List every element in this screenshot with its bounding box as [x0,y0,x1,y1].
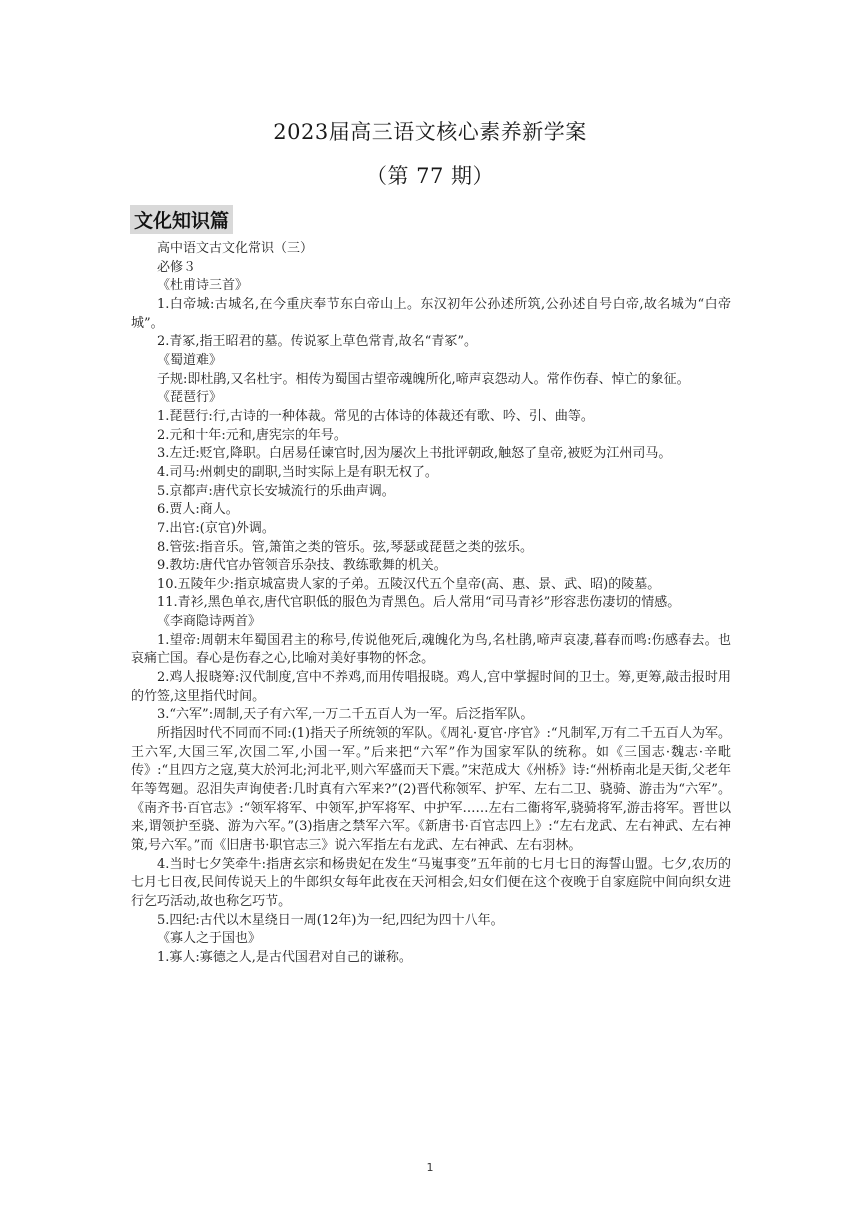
paragraph: 2.青冢,指王昭君的墓。传说冢上草色常青,故名“青冢”。 [157,334,477,350]
poem-heading: 《李商隐诗两首》 [157,614,262,630]
poem-heading: 《寡人之于国也》 [157,931,262,947]
paragraph: 11.青衫,黑色单衣,唐代官职低的服色为青黑色。后人常用“司马青衫”形容悲伤凄切的情感。 [157,595,681,611]
paragraph: 3.左迁:贬官,降职。白居易任谏官时,因为屡次上书批评朝政,触怒了皇帝,被贬为江州司马。 [157,446,672,462]
paragraph: 7.出官:(京官)外调。 [157,520,275,536]
poem-heading: 《蜀道难》 [157,352,223,368]
paragraph: 5.四纪:古代以木星绕日一周(12年)为一纪,四纪为四十八年。 [157,912,504,928]
paragraph: 3.“六军”:周制,天子有六军,一万二千五百人为一军。后泛指军队。 [157,707,534,723]
poem-heading: 《杜甫诗三首》 [157,278,249,294]
paragraph: 所指因时代不同而不同:(1)指天子所统领的军队。《周礼·夏官·序官》:“凡制军,万有二千五百人为军。王六军,大国三军,次国二军,小国一军。”后来把“六军”作为国家军队的统称。如《三国志·魏志·辛毗传》:“且四方之寇,莫大於河北;河北平,则六军盛而天下震。”宋范成大《州桥》诗:“州桥南北是天街,父老年年等驾廻。忍泪失声询使者:几时真有六军来?”(2)晋代称领军、护军、左右二卫、骁骑、游击为“六军”。《南齐书·百官志》:“领军将军、中领军,护军将军、中护军……左右二衞将军,骁骑将军,游击将军。晋世以来,谓领护至骁、游为六军。”(3)指唐之禁军六军。《新唐书·百官志四上》:“左右龙武、左右神武、左右神策,号六军。”而《旧唐书·职官志三》说六军指左右龙武、左右神武、左右羽林。 [131,726,731,853]
document-title: 2023届高三语文核心素养新学案 [273,120,587,144]
subheading: 高中语文古文化常识（三） [157,241,314,256]
paragraph: 10.五陵年少:指京城富贵人家的子弟。五陵汉代五个皇帝(高、惠、景、武、昭)的陵墓。 [157,576,661,592]
body-text [131,240,731,968]
paragraph: 2.鸡人报晓筹:汉代制度,宫中不养鸡,而用传唱报晓。鸡人,宫中掌握时间的卫士。筹,更筹,敲击报时用的竹签,这里指代时间。 [131,670,731,704]
text-line: 必修３ [157,259,197,275]
issue-number: （第 77 期） [365,164,495,188]
paragraph: 4.司马:州刺史的副职,当时实际上是有职无权了。 [157,464,438,480]
paragraph: 8.管弦:指音乐。管,箫笛之类的管乐。弦,琴瑟或琵琶之类的弦乐。 [157,539,534,555]
paragraph: 5.京都声:唐代京长安城流行的乐曲声调。 [157,483,395,499]
paragraph: 1.寡人:寡德之人,是古代国君对自己的谦称。 [157,949,412,965]
paragraph: 1.琵琶行:行,古诗的一种体裁。常见的古体诗的体裁还有歌、吟、引、曲等。 [157,408,594,424]
page-number: 1 [426,1161,434,1174]
poem-heading: 《琵琶行》 [157,390,223,406]
paragraph: 1.望帝:周朝末年蜀国君主的称号,传说他死后,魂魄化为鸟,名杜鹃,啼声哀凄,暮春而鸣:伤感春去。也哀痛亡国。春心是伤春之心,比喻对美好事物的怀念。 [131,632,731,667]
paragraph: 6.贾人:商人。 [157,502,239,518]
paragraph: 1.白帝城:古城名,在今重庆奉节东白帝山上。东汉初年公孙述所筑,公孙述自号白帝,故名城为“白帝城”。 [131,296,731,331]
paragraph: 2.元和十年:元和,唐宪宗的年号。 [157,427,347,443]
section-heading: 文化知识篇 [130,205,233,234]
paragraph: 9.教坊:唐代官办管领音乐杂技、教练歌舞的机关。 [157,558,447,574]
paragraph: 4.当时七夕笑牵牛:指唐玄宗和杨贵妃在发生“马嵬事变”五年前的七月七日的海誓山盟。七夕,农历的七月七日夜,民间传说天上的牛郎织女每年此夜在天河相会,妇女们便在这个夜晚于自家庭院中间向织女进行乞巧活动,故也称乞巧节。 [131,856,731,909]
paragraph: 子规:即杜鹃,又名杜宇。相传为蜀国古望帝魂魄所化,啼声哀怨动人。常作伤春、悼亡的象征。 [157,371,690,387]
